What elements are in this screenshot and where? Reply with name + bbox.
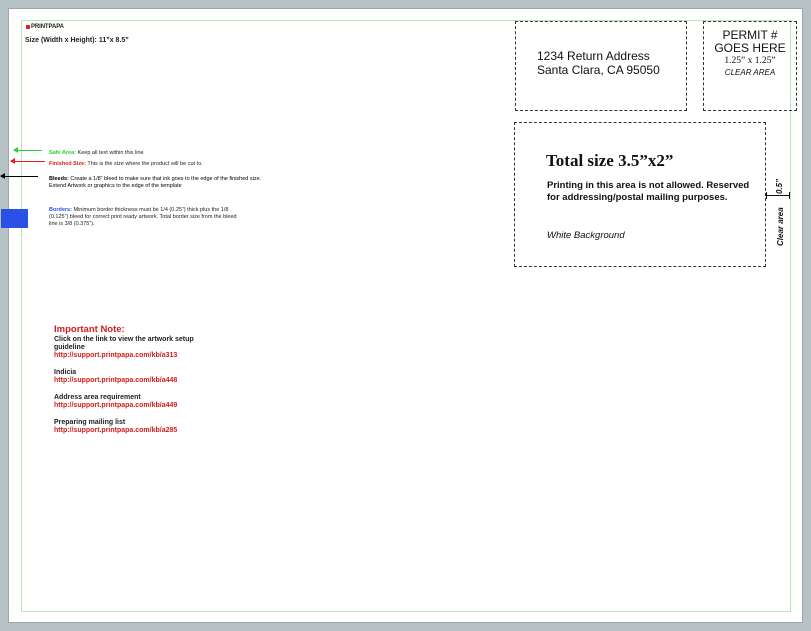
return-address-line1: 1234 Return Address (537, 49, 650, 63)
clear-area-label: Clear area (776, 207, 785, 246)
notes-title: Important Note: (54, 324, 125, 335)
note-link[interactable]: http://support.printpapa.com/kb/a449 (54, 402, 178, 409)
clear-area-size: 0.5” (775, 178, 784, 194)
permit-line2: GOES HERE (714, 41, 786, 55)
address-area-desc: Printing in this area is not allowed. Reserved for addressing/postal mailing purposes. (547, 180, 750, 203)
legend-finished-label: Finished Size: (49, 161, 86, 167)
logo-text: PRINTPAPA (31, 24, 64, 30)
permit-note: CLEAR AREA (724, 68, 776, 77)
legend-bleeds-text: Create a 1/8” bleed to make sure that ink goes to the edge of the finished size. Extend Artwork or graphics to the edge of the template (49, 176, 262, 189)
address-area-box (514, 122, 766, 267)
green-arrow-icon (14, 150, 42, 151)
permit-size: 1.25” x 1.25” (724, 56, 776, 66)
note-label: Indicia (54, 369, 77, 376)
note-label: Address area requirement (54, 394, 141, 401)
note-link[interactable]: http://support.printpapa.com/kb/a448 (54, 377, 178, 384)
clear-area-dimension-icon (766, 195, 790, 196)
address-area-background: White Background (547, 230, 625, 241)
legend-bleeds-label: Bleeds: (49, 176, 69, 182)
return-address-line2: Santa Clara, CA 95050 (537, 63, 660, 77)
legend-safe-label: Safe Area: (49, 150, 77, 156)
red-arrow-icon (11, 161, 45, 162)
address-area-title: Total size 3.5”x2” (546, 151, 674, 170)
legend-safe-text: Keep all text within this line (77, 150, 144, 156)
black-arrow-icon (1, 176, 38, 177)
printpapa-logo (26, 24, 64, 30)
logo-mark-icon (26, 25, 30, 29)
border-swatch-icon (1, 209, 28, 228)
note-label: Click on the link to view the artwork setup guideline (54, 336, 194, 351)
legend-finished-text: This is the size where the product will be cut to. (87, 161, 203, 167)
important-notes (54, 326, 194, 435)
permit-line1: PERMIT # (722, 28, 778, 42)
note-label: Preparing mailing list (54, 419, 126, 426)
legend-borders-label: Borders: (49, 207, 72, 213)
note-link[interactable]: http://support.printpapa.com/kb/a285 (54, 427, 178, 434)
legend-borders-text: Minimum border thickness must be 1/4 (0.25”) thick plus the 1/8 (0.125”) bleed for correct print ready artwork. Total border size from the bleed line is 3/8 (0.375”). (49, 207, 237, 227)
permit-box (703, 21, 797, 111)
note-link[interactable]: http://support.printpapa.com/kb/a313 (54, 352, 178, 359)
return-address-box (515, 21, 687, 111)
postcard-template-sheet (8, 8, 803, 623)
size-label: Size (Width x Height): 11”x 8.5” (25, 37, 129, 44)
